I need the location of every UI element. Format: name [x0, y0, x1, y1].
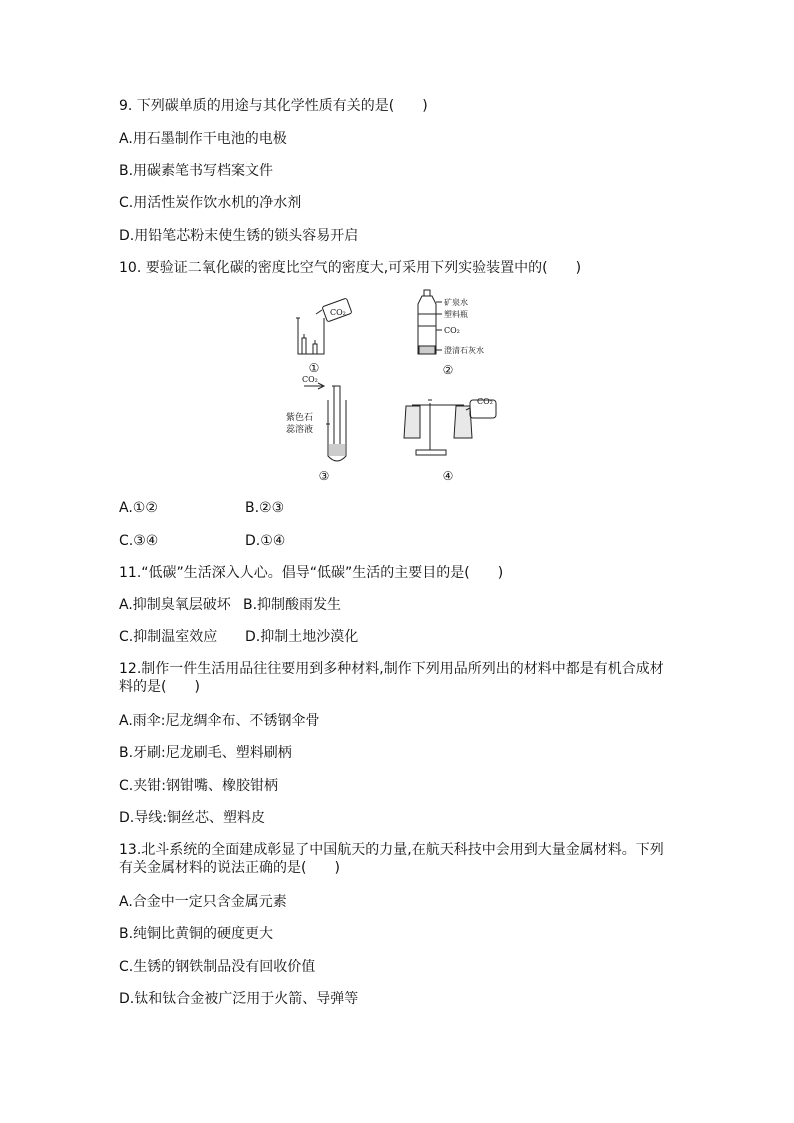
question-12-option-b: B.牙刷:尼龙刷毛、塑料刷柄	[119, 745, 292, 761]
apparatus-1-beaker-candles	[296, 298, 352, 354]
question-11-option-d: D.抑制土地沙漠化	[245, 629, 359, 645]
question-12-option-c: C.夹钳:钢钳嘴、橡胶钳柄	[119, 778, 278, 794]
apparatus-2-label-limewater: 澄清石灰水	[444, 346, 484, 355]
question-10-option-b: B.②③	[245, 500, 285, 516]
apparatus-1-gas-label: CO₂	[330, 308, 346, 317]
question-12-stem: 12.制作一件生活用品往往要用到多种材料,制作下列用品所列出的材料中都是有机合成材料的是( )	[119, 661, 664, 695]
apparatus-3-number: ③	[318, 469, 330, 483]
apparatus-4-number: ④	[442, 469, 454, 483]
apparatus-1-number: ①	[308, 361, 320, 375]
apparatus-3-label-line1: 紫色石	[286, 413, 314, 423]
question-9-option-a: A.用石墨制作干电池的电极	[119, 131, 287, 147]
question-9-stem: 9. 下列碳单质的用途与其化学性质有关的是( )	[119, 98, 428, 114]
question-10-option-d: D.①④	[245, 533, 286, 549]
question-13-option-c: C.生锈的钢铁制品没有回收价值	[119, 959, 316, 975]
question-11-option-c: C.抑制温室效应	[119, 629, 218, 645]
co2-apparatus-figure	[280, 288, 520, 488]
apparatus-3-gas-label: CO₂	[302, 375, 318, 384]
question-10-stem: 10. 要验证二氧化碳的密度比空气的密度大,可采用下列实验装置中的( )	[119, 260, 582, 276]
apparatus-2-label-gas: CO₂	[444, 326, 460, 335]
apparatus-3-label-line2: 蕊溶液	[286, 425, 314, 435]
question-11-stem: 11.“低碳”生活深入人心。倡导“低碳”生活的主要目的是( )	[119, 565, 504, 581]
apparatus-2-plastic-bottle	[418, 290, 442, 354]
question-11-option-b: B.抑制酸雨发生	[243, 597, 342, 613]
apparatus-4-gas-label: CO₂	[477, 397, 493, 406]
question-9-option-d: D.用铅笔芯粉末使生锈的锁头容易开启	[119, 228, 359, 244]
question-10-option-a: A.①②	[119, 500, 158, 516]
question-10-option-c: C.③④	[119, 533, 159, 549]
question-13-option-d: D.钛和钛合金被广泛用于火箭、导弹等	[119, 991, 359, 1007]
apparatus-4-balance	[404, 400, 496, 455]
question-13-option-a: A.合金中一定只含金属元素	[119, 894, 287, 910]
apparatus-2-label-water: 矿泉水	[444, 298, 468, 307]
question-12-option-a: A.雨伞:尼龙绸伞布、不锈钢伞骨	[119, 713, 320, 729]
question-11-option-a: A.抑制臭氧层破坏	[119, 597, 231, 613]
question-9-option-b: B.用碳素笔书写档案文件	[119, 163, 274, 179]
apparatus-2-number: ②	[442, 363, 454, 377]
question-9-option-c: C.用活性炭作饮水机的净水剂	[119, 195, 302, 211]
question-13-stem: 13.北斗系统的全面建成彰显了中国航天的力量,在航天科技中会用到大量金属材料。下列有关金属材料的说法正确的是( )	[119, 842, 664, 876]
question-12-option-d: D.导线:铜丝芯、塑料皮	[119, 810, 265, 826]
apparatus-2-label-bottle: 塑料瓶	[444, 310, 468, 319]
question-13-option-b: B.纯铜比黄铜的硬度更大	[119, 926, 274, 942]
